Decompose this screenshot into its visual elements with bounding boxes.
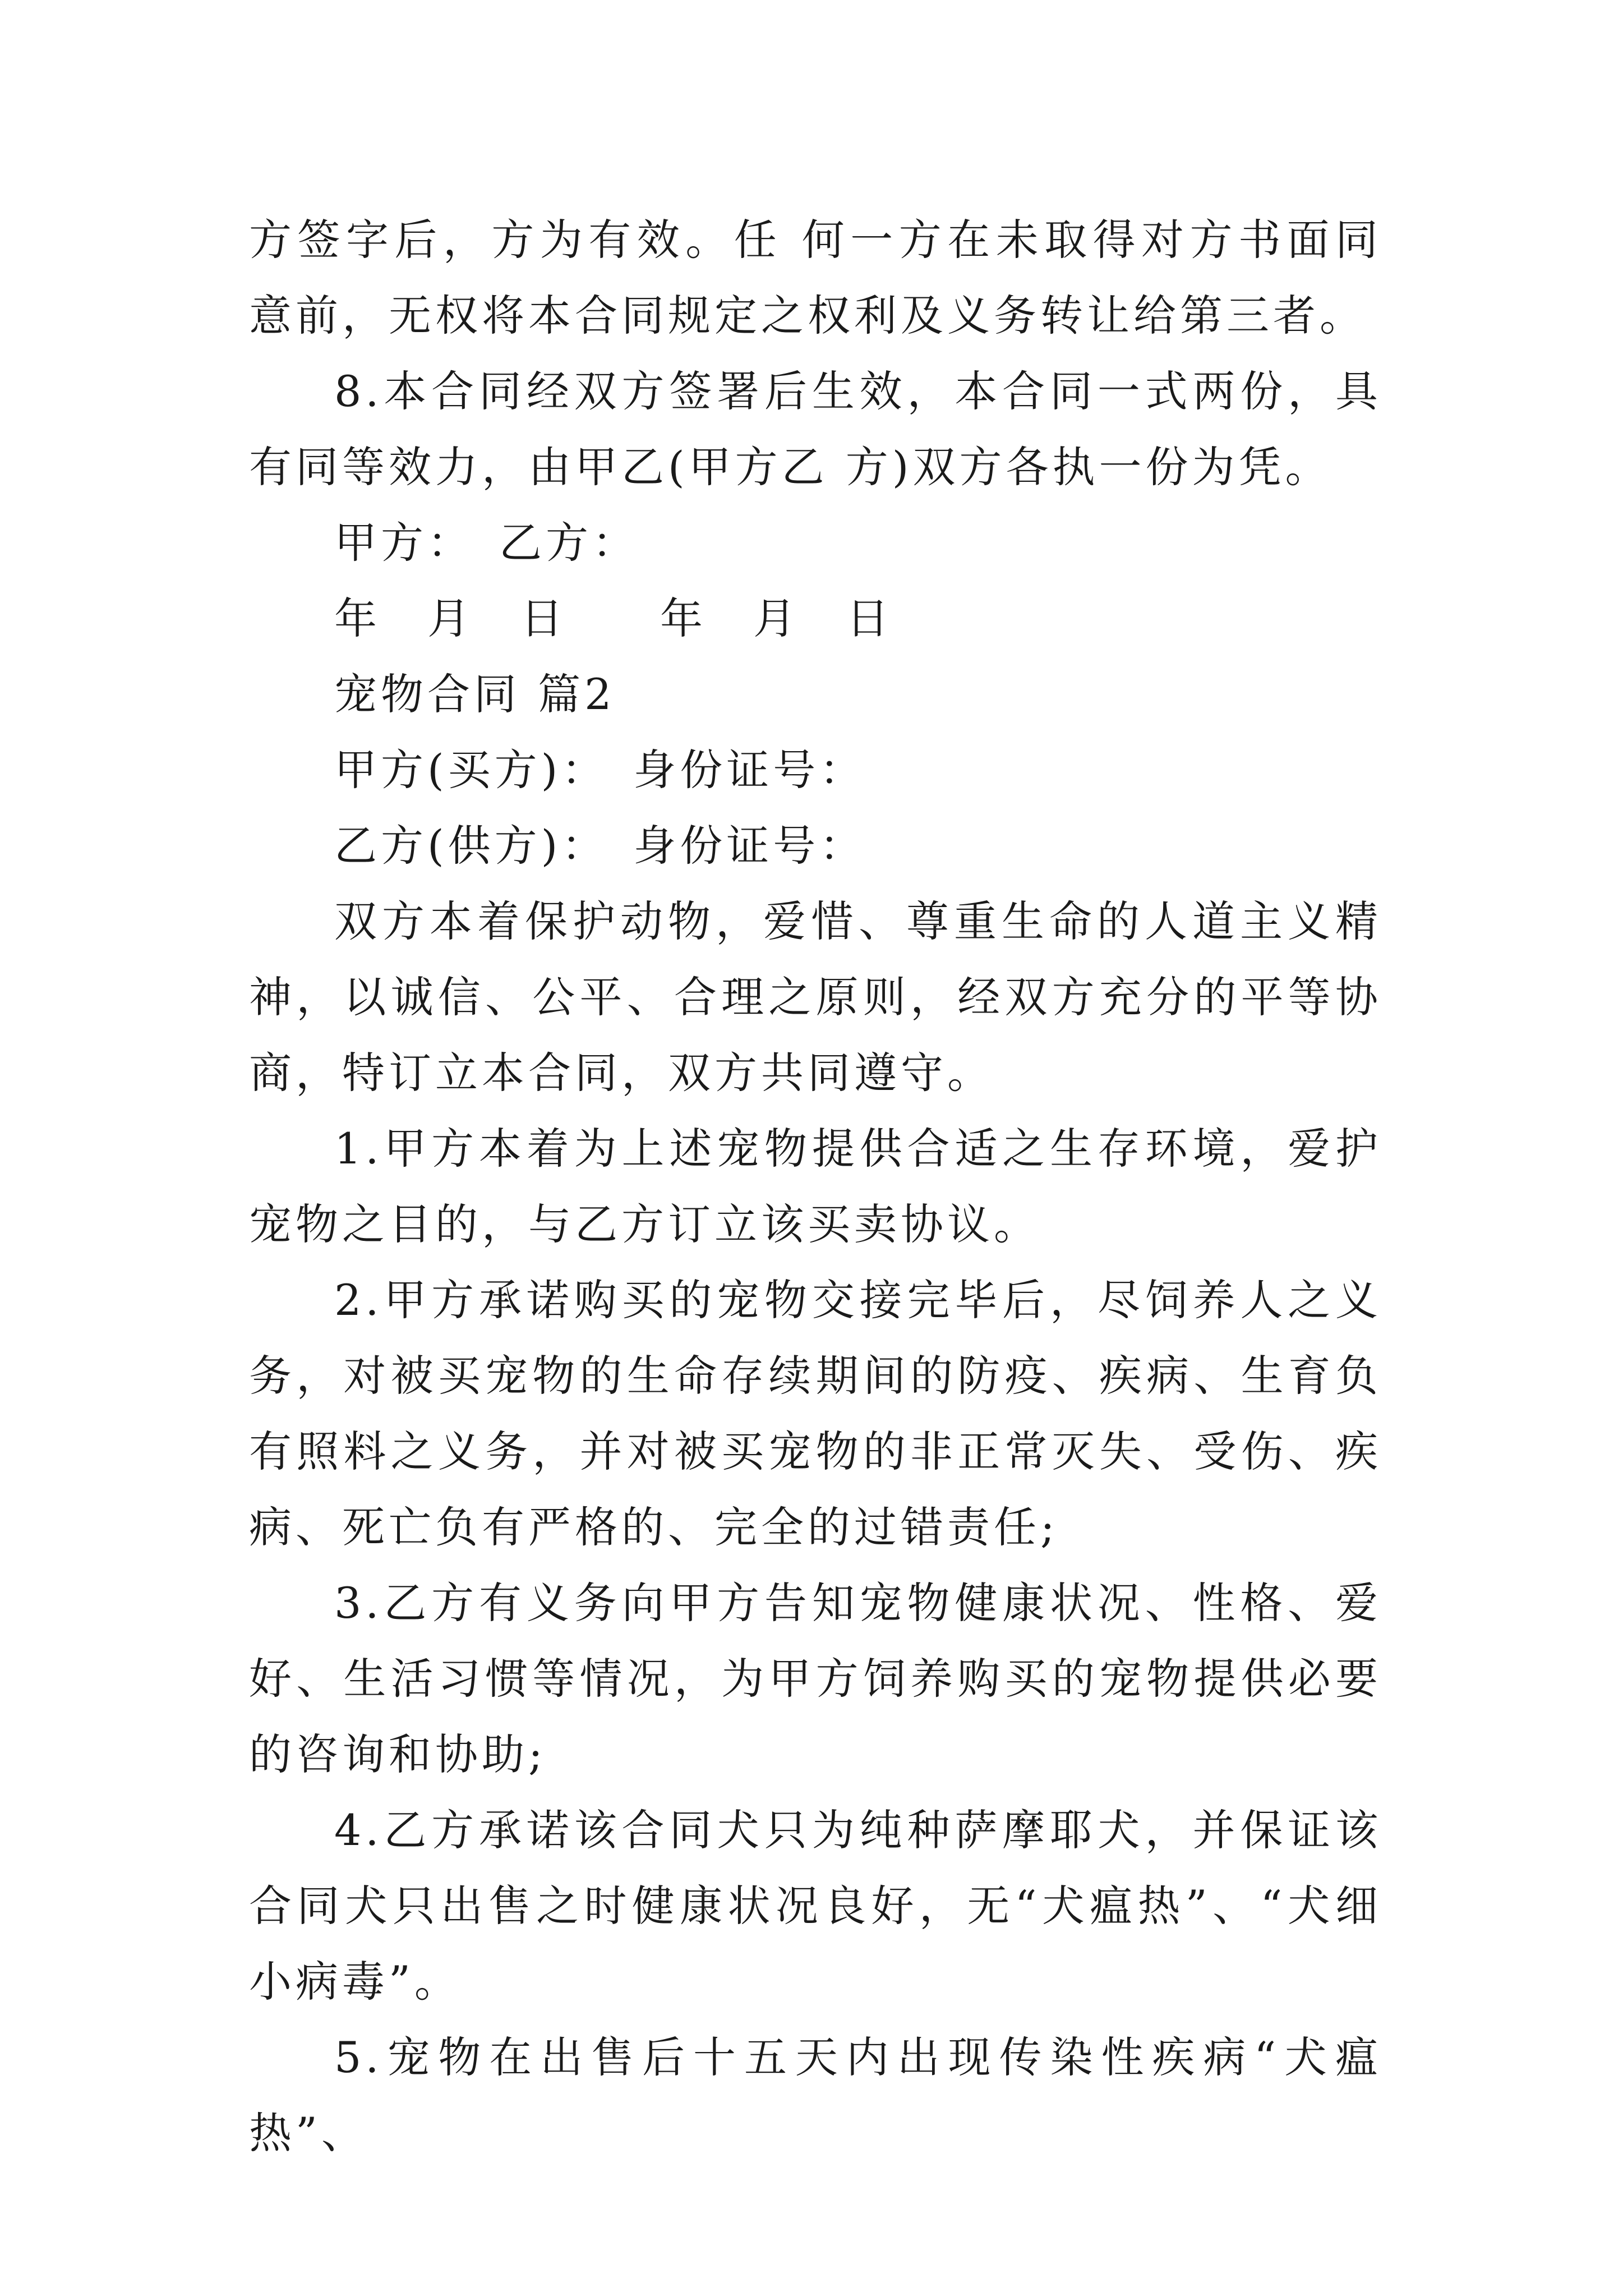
- paragraph-1: 方签字后，方为有效。任 何一方在未取得对方书面同意前，无权将本合同规定之权利及义务转让给第三者。: [249, 215, 1382, 341]
- clause-5: 5.宠物在出售后十五天内出现传染性疾病“犬瘟热”、: [249, 2032, 1382, 2158]
- signature-party-line: 甲方： 乙方：: [334, 518, 639, 568]
- clause-3: 3.乙方有义务向甲方告知宠物健康状况、性格、爱好、生活习惯等情况，为甲方饲养购买的宠物提供必要的咨询和协助;: [249, 1578, 1382, 1779]
- paragraph-2: 8.本合同经双方签署后生效，本合同一式两份，具有同等效力，由甲乙(甲方乙 方)双方各执一份为凭。: [249, 366, 1382, 492]
- section-heading: 宠物合同 篇2: [334, 669, 616, 719]
- paragraph-preamble: 双方本着保护动物，爱惜、尊重生命的人道主义精神，以诚信、公平、合理之原则，经双方充分的平等协商，特订立本合同，双方共同遵守。: [249, 896, 1382, 1098]
- clause-1: 1.甲方本着为上述宠物提供合适之生存环境，爱护宠物之目的，与乙方订立该买卖协议。: [249, 1124, 1382, 1249]
- clause-2: 2.甲方承诺购买的宠物交接完毕后，尽饲养人之义务，对被买宠物的生命存续期间的防疫、疾病、生育负有照料之义务，并对被买宠物的非正常灭失、受伤、疾病、死亡负有严格的、完全的过错责任;: [249, 1275, 1382, 1552]
- seller-id-line: 乙方(供方)： 身份证号：: [334, 821, 866, 871]
- document-body: [249, 202, 1382, 2171]
- buyer-id-line: 甲方(买方)： 身份证号：: [334, 745, 866, 795]
- clause-4: 4.乙方承诺该合同犬只为纯种萨摩耶犬，并保证该合同犬只出售之时健康状况良好，无“犬瘟热”、“犬细小病毒”。: [249, 1805, 1382, 2007]
- signature-date-line: 年 月 日 年 月 日: [334, 593, 893, 643]
